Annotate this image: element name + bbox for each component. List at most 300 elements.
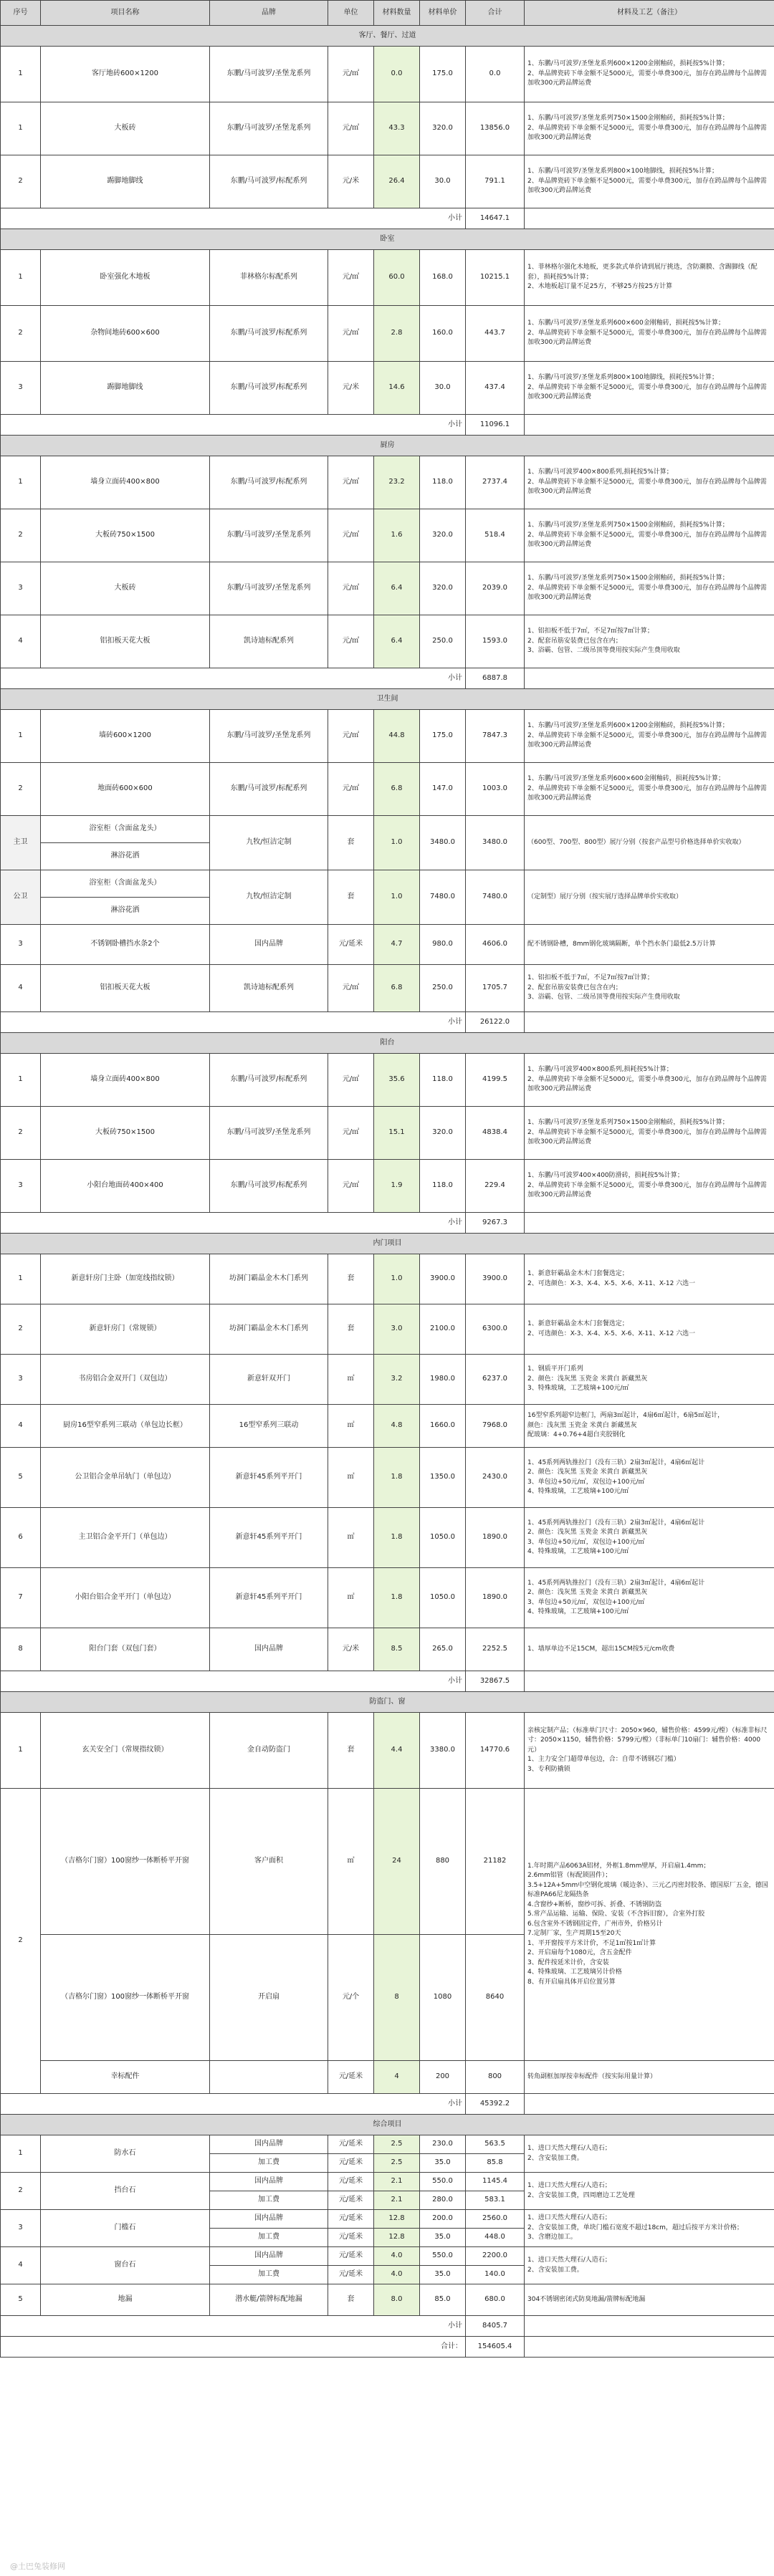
item-name: 阳台门套（双包门套） [41, 1628, 210, 1671]
item-price: 230.0 [420, 2135, 466, 2154]
item-qty: 2.5 [374, 2135, 420, 2154]
table-row [1, 47, 774, 102]
item-qty: 1.6 [374, 509, 420, 562]
item-total: 583.1 [466, 2191, 525, 2210]
item-name: 公卫铝合金单吊轨门（单包边） [41, 1448, 210, 1508]
item-no: 5 [1, 1448, 41, 1508]
item-price: 175.0 [420, 47, 466, 102]
item-unit: 元/延米 [328, 2191, 374, 2210]
item-unit: 元/米 [328, 1628, 374, 1671]
item-total: 518.4 [466, 509, 525, 562]
section-title: 内门项目 [1, 1234, 774, 1254]
item-unit: ㎡ [328, 1405, 374, 1448]
item-brand: 加工费 [210, 2191, 328, 2210]
item-total: 437.4 [466, 362, 525, 415]
item-name: （吉格尔门窗）100窗纱一体断桥平开窗 [41, 1789, 210, 1935]
item-unit: ㎡ [328, 1448, 374, 1508]
item-no: 1 [1, 1713, 41, 1789]
item-qty: 2.5 [374, 2154, 420, 2173]
item-no: 3 [1, 2210, 41, 2247]
item-brand: 新意轩双开门 [210, 1355, 328, 1405]
item-note: 1、东鹏/马可波罗400×400防滑砖，损耗按5%计算； 2、单品牌瓷砖下单金额不足5000元，需要小单费300元，加存在跨品牌每个品牌需加收300元跨品牌运费 [525, 1160, 774, 1213]
item-no: 4 [1, 615, 41, 668]
item-no: 7 [1, 1568, 41, 1628]
item-brand: 金自动防盗门 [210, 1713, 328, 1789]
subtotal-label: 小计 [1, 1671, 466, 1692]
item-name: 小阳台铝合金平开门（单包边） [41, 1568, 210, 1628]
item-total: 3480.0 [466, 816, 525, 870]
item-price: 7480.0 [420, 870, 466, 925]
item-brand: 东鹏/马可波罗/圣堡龙系列 [210, 102, 328, 155]
item-price: 880 [420, 1789, 466, 1935]
item-note: 1、东鹏/马可波罗/圣堡龙系列750×1500金刚釉砖，损耗按5%计算； 2、单品牌瓷砖下单金额不足5000元，需要小单费300元，加存在跨品牌每个品牌需加收300元跨品牌运费 [525, 562, 774, 615]
item-total: 13856.0 [466, 102, 525, 155]
table-row [1, 155, 774, 208]
item-total: 1145.4 [466, 2173, 525, 2191]
item-brand: 九牧/恒洁定制 [210, 870, 328, 925]
item-unit: 元/延米 [328, 2061, 374, 2094]
grand-total-label: 合计： [1, 2337, 466, 2358]
item-unit: 元/㎡ [328, 1160, 374, 1213]
item-no: 1 [1, 250, 41, 306]
item-note: 1、钢质平开门系列 2、颜色：浅灰黑 玉瓷金 米黄白 新藏黑灰 3、特殊玻璃，工艺玻璃+100元/㎡ [525, 1355, 774, 1405]
item-unit: 元/㎡ [328, 965, 374, 1012]
section-header-row [1, 436, 774, 456]
table-row [1, 2284, 774, 2316]
item-qty: 4.0 [374, 2247, 420, 2266]
subtotal-row [1, 1213, 774, 1234]
item-price: 3480.0 [420, 816, 466, 870]
item-unit: ㎡ [328, 1355, 374, 1405]
item-note: 1、东鹏/马可波罗/圣堡龙系列750×1500金刚釉砖，损耗按5%计算； 2、单品牌瓷砖下单金额不足5000元，需要小单费300元，加存在跨品牌每个品牌需加收300元跨品牌运费 [525, 102, 774, 155]
item-name: 地面砖600×600 [41, 763, 210, 816]
section-title: 卫生间 [1, 689, 774, 710]
blank-cell [525, 2094, 774, 2115]
table-row [1, 509, 774, 562]
item-price: 118.0 [420, 1160, 466, 1213]
item-brand: 菲林格尔标配系列 [210, 250, 328, 306]
item-unit: 元/㎡ [328, 1054, 374, 1107]
item-price: 320.0 [420, 102, 466, 155]
item-name: 墙身立面砖400×800 [41, 1054, 210, 1107]
item-price: 30.0 [420, 155, 466, 208]
item-qty: 2.1 [374, 2191, 420, 2210]
subtotal-row [1, 1012, 774, 1033]
item-total: 229.4 [466, 1160, 525, 1213]
item-price: 85.0 [420, 2284, 466, 2316]
section-title: 综合项目 [1, 2115, 774, 2135]
item-unit: 元/延米 [328, 2135, 374, 2154]
item-name: 大板砖 [41, 562, 210, 615]
item-qty: 1.0 [374, 816, 420, 870]
item-no: 4 [1, 1405, 41, 1448]
item-name: 客厅地砖600×1200 [41, 47, 210, 102]
item-unit: 元/㎡ [328, 250, 374, 306]
table-row [1, 1254, 774, 1304]
subtotal-row [1, 208, 774, 229]
grand-total-value: 154605.4 [466, 2337, 525, 2358]
item-total: 8640 [466, 1935, 525, 2061]
item-qty: 6.8 [374, 763, 420, 816]
item-note: 亲核定制产品；（标准单门尺寸：2050×960，辅售价格：4599元/樘）（标准非标尺寸：2050×1150，辅售价格：5799元/樘）（非标单门10扇门：辅售价格：4000元） 1、主力安全门超带单包边，合：自带不锈钢芯门槛） 3、专利防撬锁 [525, 1713, 774, 1789]
item-total: 10215.1 [466, 250, 525, 306]
item-qty: 44.8 [374, 710, 420, 763]
item-no: 1 [1, 47, 41, 102]
item-brand: 加工费 [210, 2154, 328, 2173]
item-price: 1660.0 [420, 1405, 466, 1448]
item-unit: 元/㎡ [328, 562, 374, 615]
table-row [1, 2061, 774, 2094]
blank-cell [525, 415, 774, 436]
item-name: 杂物间地砖600×600 [41, 306, 210, 362]
item-unit: 元/㎡ [328, 456, 374, 509]
item-price: 2100.0 [420, 1304, 466, 1355]
item-total: 1593.0 [466, 615, 525, 668]
blank-cell [525, 668, 774, 689]
item-note: 1、进口天然大理石/人造石； 2、含安装加工费，四周磨边工艺处理 [525, 2173, 774, 2210]
item-brand: 坊洞门霸晶金木木门系列 [210, 1254, 328, 1304]
subtotal-label: 小计 [1, 208, 466, 229]
item-total: 6237.0 [466, 1355, 525, 1405]
table-row [1, 1713, 774, 1789]
subtotal-label: 小计 [1, 668, 466, 689]
item-note: 1、东鹏/马可波罗/圣堡龙系列600×1200金刚釉砖，损耗按5%计算； 2、单品牌瓷砖下单金额不足5000元，需要小单费300元，加存在跨品牌每个品牌需加收300元跨品牌运费 [525, 710, 774, 763]
item-no: 6 [1, 1508, 41, 1568]
section-title: 防盗门、窗 [1, 1692, 774, 1713]
item-total: 2252.5 [466, 1628, 525, 1671]
item-qty: 4 [374, 2061, 420, 2094]
table-row [1, 1789, 774, 1935]
item-brand: 国内品牌 [210, 2173, 328, 2191]
item-name: 铝扣板天花大板 [41, 965, 210, 1012]
item-unit: 元/延米 [328, 2266, 374, 2284]
item-note: 1、东鹏/马可波罗/圣堡龙系列800×100地脚线，损耗按5%计算； 2、单品牌瓷砖下单金额不足5000元，需要小单费300元，加存在跨品牌每个品牌需加收300元跨品牌运费 [525, 155, 774, 208]
item-total: 800 [466, 2061, 525, 2094]
subtotal-value: 14647.1 [466, 208, 525, 229]
item-no: 3 [1, 362, 41, 415]
item-qty: 3.2 [374, 1355, 420, 1405]
table-row [1, 1054, 774, 1107]
item-brand: 新意轩45系列平开门 [210, 1448, 328, 1508]
item-total: 85.8 [466, 2154, 525, 2173]
table-row [1, 710, 774, 763]
item-unit: 元/延米 [328, 2154, 374, 2173]
blank-cell [525, 2316, 774, 2337]
item-note: 1、进口天然大理石/人造石； 2、含安装加工费。 [525, 2135, 774, 2173]
item-no: 1 [1, 710, 41, 763]
item-note: 1、新意轩霸晶金木木门套餐选定； 2、可选颜色：X-3、X-4、X-5、X-6、X-11、X-12 六选一 [525, 1254, 774, 1304]
item-qty: 60.0 [374, 250, 420, 306]
item-price: 175.0 [420, 710, 466, 763]
item-name: 挡台石 [41, 2173, 210, 2210]
item-note: 1、45系列两轨推拉门（没有三轨）2扇3㎡起计，4扇6㎡起计 2、颜色：浅灰黑 玉瓷金 米黄白 新藏黑灰 3、单包边+50元/㎡，双包边+100元/㎡ 4、特殊玻璃，工艺玻璃+100元/㎡ [525, 1448, 774, 1508]
item-qty: 1.8 [374, 1568, 420, 1628]
item-brand: 新意轩45系列平开门 [210, 1568, 328, 1628]
blank-cell [525, 1012, 774, 1033]
subtotal-row [1, 668, 774, 689]
section-header-row [1, 689, 774, 710]
item-no: 4 [1, 2247, 41, 2284]
item-total: 14770.6 [466, 1713, 525, 1789]
item-qty: 1.8 [374, 1448, 420, 1508]
item-total: 448.0 [466, 2229, 525, 2247]
item-note: 1、东鹏/马可波罗/圣堡龙系列600×1200金刚釉砖，损耗按5%计算； 2、单品牌瓷砖下单金额不足5000元，需要小单费300元，加存在跨品牌每个品牌需加收300元跨品牌运费 [525, 47, 774, 102]
item-price: 1050.0 [420, 1508, 466, 1568]
item-total: 1003.0 [466, 763, 525, 816]
item-total: 2560.0 [466, 2210, 525, 2229]
item-price: 3380.0 [420, 1713, 466, 1789]
area-label: 主卫 [1, 816, 41, 870]
subtotal-value: 9267.3 [466, 1213, 525, 1234]
item-price: 160.0 [420, 306, 466, 362]
item-price: 550.0 [420, 2247, 466, 2266]
item-brand: 东鹏/马可波罗/标配系列 [210, 763, 328, 816]
item-brand: 东鹏/马可波罗/标配系列 [210, 1054, 328, 1107]
item-unit: 套 [328, 1254, 374, 1304]
item-note: 转角副框加厚按幸标配件（按实际用量计算） [525, 2061, 774, 2094]
item-brand: 客户面积 [210, 1789, 328, 1935]
item-name: 浴室柜（含面盆龙头） [41, 816, 210, 843]
item-name: 窗台石 [41, 2247, 210, 2284]
item-brand: 16型窄系列三联动 [210, 1405, 328, 1448]
item-no: 2 [1, 509, 41, 562]
subtotal-label: 小计 [1, 2316, 466, 2337]
item-total: 4838.4 [466, 1107, 525, 1160]
item-brand: 东鹏/马可波罗/标配系列 [210, 1160, 328, 1213]
header-price: 材料单价 [420, 1, 466, 26]
item-qty: 12.8 [374, 2210, 420, 2229]
item-total: 7968.0 [466, 1405, 525, 1448]
table-row [1, 2173, 774, 2191]
item-no: 2 [1, 1304, 41, 1355]
item-total: 4199.5 [466, 1054, 525, 1107]
item-name: 防水石 [41, 2135, 210, 2173]
item-name: 浴室柜（含面盆龙头） [41, 870, 210, 898]
item-brand: 凯诗迪标配系列 [210, 615, 328, 668]
item-brand: 国内品牌 [210, 2210, 328, 2229]
item-unit: 元/㎡ [328, 102, 374, 155]
section-title: 阳台 [1, 1033, 774, 1054]
subtotal-label: 小计 [1, 1012, 466, 1033]
item-total: 140.0 [466, 2266, 525, 2284]
item-no: 8 [1, 1628, 41, 1671]
table-row [1, 870, 774, 898]
table-row [1, 1355, 774, 1405]
item-no: 3 [1, 1160, 41, 1213]
section-header-row [1, 1234, 774, 1254]
item-brand [210, 2061, 328, 2094]
item-brand: 国内品牌 [210, 2135, 328, 2154]
item-name: 踢脚地脚线 [41, 155, 210, 208]
item-name: 小阳台地面砖400×400 [41, 1160, 210, 1213]
table-row [1, 615, 774, 668]
table-row [1, 456, 774, 509]
item-no: 1 [1, 2135, 41, 2173]
item-brand: 加工费 [210, 2266, 328, 2284]
item-name: 厨房16型窄系列三联动（单包边长框） [41, 1405, 210, 1448]
item-price: 200.0 [420, 2210, 466, 2229]
item-price: 35.0 [420, 2266, 466, 2284]
item-unit: 元/㎡ [328, 306, 374, 362]
item-price: 35.0 [420, 2229, 466, 2247]
subtotal-value: 8405.7 [466, 2316, 525, 2337]
header-brand: 品牌 [210, 1, 328, 26]
subtotal-label: 小计 [1, 1213, 466, 1234]
subtotal-row [1, 1671, 774, 1692]
item-unit: 元/㎡ [328, 710, 374, 763]
item-brand: 国内品牌 [210, 925, 328, 965]
item-name: 门槛石 [41, 2210, 210, 2247]
watermark: @土巴兔装修网 [10, 2562, 65, 2571]
blank-cell [525, 1213, 774, 1234]
item-brand: 东鹏/马可波罗/圣堡龙系列 [210, 509, 328, 562]
item-unit: 元/米 [328, 362, 374, 415]
item-note: （600型、700型、800型）展厅分别（按套产品型号价格选择单价实收取） [525, 816, 774, 870]
item-brand: 东鹏/马可波罗/圣堡龙系列 [210, 562, 328, 615]
item-price: 320.0 [420, 562, 466, 615]
table-row [1, 1628, 774, 1671]
item-price: 280.0 [420, 2191, 466, 2210]
item-total: 680.0 [466, 2284, 525, 2316]
item-qty: 8 [374, 1935, 420, 2061]
item-price: 30.0 [420, 362, 466, 415]
item-price: 980.0 [420, 925, 466, 965]
table-row [1, 1405, 774, 1448]
header-name: 项目名称 [41, 1, 210, 26]
item-qty: 8.0 [374, 2284, 420, 2316]
item-total: 21182 [466, 1789, 525, 1935]
item-price: 250.0 [420, 615, 466, 668]
item-qty: 26.4 [374, 155, 420, 208]
item-unit: 元/延米 [328, 2247, 374, 2266]
section-title: 卧室 [1, 229, 774, 250]
item-unit: 套 [328, 2284, 374, 2316]
item-brand: 凯诗迪标配系列 [210, 965, 328, 1012]
item-brand: 东鹏/马可波罗/标配系列 [210, 456, 328, 509]
item-unit: 元/延米 [328, 925, 374, 965]
item-qty: 43.3 [374, 102, 420, 155]
item-brand: 九牧/恒洁定制 [210, 816, 328, 870]
item-note: 1、铝扣板不低于7㎡，不足7㎡按7㎡计算； 2、配套吊筋安装费已包含在内； 3、浴霸、包管、二级吊顶等费用按实际产生费用收取 [525, 615, 774, 668]
item-total: 0.0 [466, 47, 525, 102]
item-name: 新意轩房门主卧（加宽线指纹锁） [41, 1254, 210, 1304]
item-brand: 东鹏/马可波罗/标配系列 [210, 306, 328, 362]
item-unit: ㎡ [328, 1508, 374, 1568]
item-note: 16型窄系列超窄边框门，两扇3㎡起计，4扇6㎡起计，6扇5㎡起计， 颜色：浅灰黑 玉瓷金 米黄白 新藏黑灰 配玻璃：4+0.76+4超白夹胶钢化 [525, 1405, 774, 1448]
item-total: 2737.4 [466, 456, 525, 509]
table-row [1, 1160, 774, 1213]
table-row [1, 1448, 774, 1508]
item-price: 550.0 [420, 2173, 466, 2191]
item-note: 1、新意轩霸晶金木木门套餐选定； 2、可选颜色：X-3、X-4、X-5、X-6、X-11、X-12 六选一 [525, 1304, 774, 1355]
table-row [1, 362, 774, 415]
item-name: 淋浴花洒 [41, 898, 210, 925]
subtotal-value: 11096.1 [466, 415, 525, 436]
item-qty: 6.4 [374, 615, 420, 668]
item-name: 不锈钢卧槽挡水条2个 [41, 925, 210, 965]
item-qty: 4.8 [374, 1405, 420, 1448]
table-row [1, 1508, 774, 1568]
item-brand: 新意轩45系列平开门 [210, 1508, 328, 1568]
item-price: 3900.0 [420, 1254, 466, 1304]
item-no: 1 [1, 1254, 41, 1304]
item-price: 35.0 [420, 2154, 466, 2173]
item-name: 大板砖 [41, 102, 210, 155]
item-qty: 6.8 [374, 965, 420, 1012]
item-brand: 坊洞门霸晶金木木门系列 [210, 1304, 328, 1355]
item-name: 新意轩房门（常规锁） [41, 1304, 210, 1355]
table-row [1, 1568, 774, 1628]
table-body [1, 26, 774, 2358]
item-note: 1、菲林格尔强化木地板，更多款式单价请到展厅挑选，含防潮膜、含踢脚线（配套），损耗按5%计算； 2、木地板起订量不足25方，不够25方按25方计算 [525, 250, 774, 306]
item-note: 1、铝扣板不低于7㎡，不足7㎡按7㎡计算； 2、配套吊筋安装费已包含在内； 3、浴霸、包管、二级吊顶等费用按实际产生费用收取 [525, 965, 774, 1012]
item-note: 1、墙厚单边不足15CM，超出15CM按5元/cm收费 [525, 1628, 774, 1671]
grand-total-row [1, 2337, 774, 2358]
subtotal-row [1, 2094, 774, 2115]
item-price: 1080 [420, 1935, 466, 2061]
item-name: 墙身立面砖400×800 [41, 456, 210, 509]
item-total: 3900.0 [466, 1254, 525, 1304]
section-header-row [1, 2115, 774, 2135]
item-note: 1、东鹏/马可波罗/圣堡龙系列600×600金刚釉砖，损耗按5%计算； 2、单品牌瓷砖下单金额不足5000元，需要小单费300元，加存在跨品牌每个品牌需加收300元跨品牌运费 [525, 306, 774, 362]
item-no: 5 [1, 2284, 41, 2316]
subtotal-label: 小计 [1, 2094, 466, 2115]
subtotal-row [1, 2316, 774, 2337]
item-brand: 东鹏/马可波罗/圣堡龙系列 [210, 1107, 328, 1160]
section-title: 客厅、餐厅、过道 [1, 26, 774, 47]
item-name: 卧室强化木地板 [41, 250, 210, 306]
item-qty: 1.0 [374, 870, 420, 925]
item-no: 1 [1, 456, 41, 509]
item-name: 淋浴花洒 [41, 843, 210, 870]
subtotal-label: 小计 [1, 415, 466, 436]
item-total: 2200.0 [466, 2247, 525, 2266]
item-no: 2 [1, 306, 41, 362]
item-note: 1、进口天然大理石/人造石； 2、含安装加工费，单块门槛石宽度不超过18cm，超过后按平方米计价格； 3、含磨边加工。 [525, 2210, 774, 2247]
item-name: 踢脚地脚线 [41, 362, 210, 415]
item-name: 铝扣板天花大板 [41, 615, 210, 668]
table-row [1, 102, 774, 155]
item-no: 2 [1, 1107, 41, 1160]
item-unit: 元/个 [328, 1935, 374, 2061]
item-unit: 元/米 [328, 155, 374, 208]
item-qty: 1.9 [374, 1160, 420, 1213]
item-brand: 国内品牌 [210, 2247, 328, 2266]
item-qty: 0.0 [374, 47, 420, 102]
item-brand: 开启扇 [210, 1935, 328, 2061]
item-no: 3 [1, 562, 41, 615]
item-total: 1890.0 [466, 1508, 525, 1568]
item-note: 1.年时期产品6063A铝材，外框1.8mm壁厚，开启扇1.4mm； 2.6mm铝管（标配锁固件）； 3.5+12A+5mm中空钢化玻璃（暖边条）、三元乙丙密封胶条、德国原厂五金，德国标准PA66尼龙隔热条 4.含窗纱+断桥，窗纱可拆、折叠、不锈钢防盗 5.常产品运输、运输、保险、安装（不含拆旧窗），合室外打胶 6.包含室外不锈钢固定件，广州市外，价格另计 7.定制厂家，生产周期15至20天 1、平开窗按平方米计价，不足1㎡按1㎡计算 2、开启扇每个1080元，含五金配件 3、配件按延米计价，含安装 4、特殊玻璃、工艺玻璃另计价格 8、有开启扇具体开启位置另算 [525, 1789, 774, 2061]
item-qty: 15.1 [374, 1107, 420, 1160]
item-unit: 元/㎡ [328, 763, 374, 816]
item-qty: 8.5 [374, 1628, 420, 1671]
section-header-row [1, 26, 774, 47]
item-brand: 潜水艇/箭牌标配地漏 [210, 2284, 328, 2316]
table-row [1, 250, 774, 306]
item-qty: 6.4 [374, 562, 420, 615]
item-unit: 元/延米 [328, 2173, 374, 2191]
subtotal-value: 32867.5 [466, 1671, 525, 1692]
item-note: 1、东鹏/马可波罗400×800系列,损耗按5%计算； 2、单品牌瓷砖下单金额不足5000元，需要小单费300元，加存在跨品牌每个品牌需加收300元跨品牌运费 [525, 456, 774, 509]
item-note: 1、东鹏/马可波罗/圣堡龙系列750×1500金刚釉砖，损耗按5%计算； 2、单品牌瓷砖下单金额不足5000元，需要小单费300元，加存在跨品牌每个品牌需加收300元跨品牌运费 [525, 1107, 774, 1160]
header-no: 序号 [1, 1, 41, 26]
item-name: 主卫铝合金平开门（单包边） [41, 1508, 210, 1568]
item-total: 6300.0 [466, 1304, 525, 1355]
item-price: 147.0 [420, 763, 466, 816]
item-qty: 1.0 [374, 1254, 420, 1304]
table-row [1, 306, 774, 362]
